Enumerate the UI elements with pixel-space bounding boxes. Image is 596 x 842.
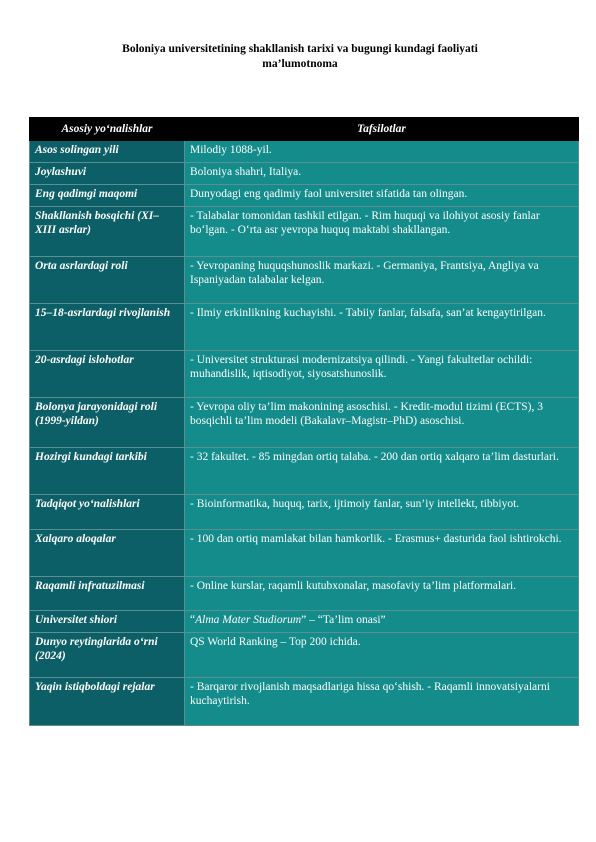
table-row [30,577,579,611]
row-detail: Milodiy 1088-yil. [185,141,579,163]
info-table [29,117,579,726]
row-label: 15–18-asrlardagi rivojlanish [30,304,185,351]
table-row [30,141,579,163]
row-detail: - Yevropaning huquqshunoslik markazi. - Germaniya, Frantsiya, Angliya va Ispaniyadan talabalar kelgan. [185,257,579,304]
row-detail: - Bioinformatika, huquq, tarix, ijtimoiy fanlar, sun’iy intellekt, tibbiyot. [185,495,579,530]
table-row [30,207,579,257]
row-detail: - 100 dan ortiq mamlakat bilan hamkorlik. - Erasmus+ dasturida faol ishtirokchi. [185,530,579,577]
header-details: Tafsilotlar [185,118,579,141]
row-detail: - Ilmiy erkinlikning kuchayishi. - Tabiiy fanlar, falsafa, san’at kengaytirilgan. [185,304,579,351]
row-label: Eng qadimgi maqomi [30,185,185,207]
row-detail: - Yevropa oliy ta’lim makonining asoschisi. - Kredit-modul tizimi (ECTS), 3 bosqichli ta’lim modeli (Bakalavr–Magistr–PhD) asoschisi. [185,398,579,448]
row-label: Yaqin istiqboldagi rejalar [30,678,185,726]
row-label: 20-asrdagi islohotlar [30,351,185,398]
table-row [30,398,579,448]
row-label: Shakllanish bosqichi (XI–XIII asrlar) [30,207,185,257]
table-row [30,633,579,678]
row-detail [185,611,579,633]
table-row [30,611,579,633]
row-detail: - Barqaror rivojlanish maqsadlariga hissa qo‘shish. - Raqamli innovatsiyalarni kuchaytirish. [185,678,579,726]
table-row [30,304,579,351]
row-label: Asos solingan yili [30,141,185,163]
row-label: Joylashuvi [30,163,185,185]
row-detail: Boloniya shahri, Italiya. [185,163,579,185]
table-row [30,257,579,304]
row-label: Hozirgi kundagi tarkibi [30,448,185,495]
row-label: Raqamli infratuzilmasi [30,577,185,611]
title-line-2: ma’lumotnoma [262,58,338,70]
row-detail: Dunyodagi eng qadimiy faol universitet sifatida tan olingan. [185,185,579,207]
table-row [30,163,579,185]
row-detail: QS World Ranking – Top 200 ichida. [185,633,579,678]
row-label: Tadqiqot yo‘nalishlari [30,495,185,530]
motto-latin: Alma Mater Studiorum [195,614,302,626]
table-row [30,351,579,398]
row-detail: - Universitet strukturasi modernizatsiya qilindi. - Yangi fakultetlar ochildi: muhandislik, iqtisodiyot, siyosatshunoslik. [185,351,579,398]
table-row [30,678,579,726]
motto-quote-open: “ [190,614,196,626]
motto-translation: ” – “Ta’lim onasi” [301,614,386,626]
row-label: Dunyo reytinglarida o‘rni (2024) [30,633,185,678]
row-detail: - Online kurslar, raqamli kutubxonalar, masofaviy ta’lim platformalari. [185,577,579,611]
table-row [30,495,579,530]
row-label: Bolonya jarayonidagi roli (1999-yildan) [30,398,185,448]
title-line-1: Boloniya universitetining shakllanish tarixi va bugungi kundagi faoliyati [122,43,478,55]
table-header-row [30,118,579,141]
table-row [30,185,579,207]
row-label: Xalqaro aloqalar [30,530,185,577]
row-detail: - Talabalar tomonidan tashkil etilgan. - Rim huquqi va ilohiyot asosiy fanlar bo‘lgan. - O‘rta asr yevropa huquq maktabi shakllangan. [185,207,579,257]
table-row [30,530,579,577]
row-detail: - 32 fakultet. - 85 mingdan ortiq talaba. - 200 dan ortiq xalqaro ta’lim dasturlari. [185,448,579,495]
document-title [40,42,560,72]
header-directions: Asosiy yo‘nalishlar [30,118,185,141]
row-label: Orta asrlardagi roli [30,257,185,304]
table-row [30,448,579,495]
row-label: Universitet shiori [30,611,185,633]
